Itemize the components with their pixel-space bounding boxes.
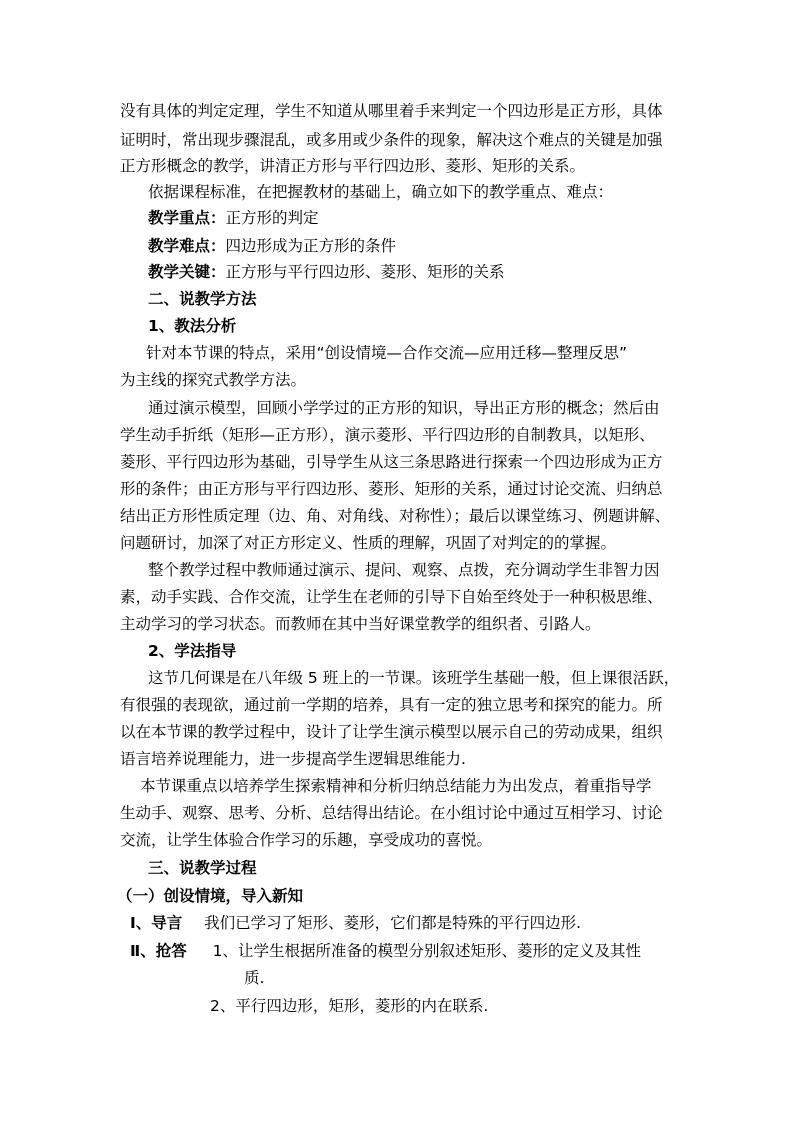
paragraph-line: 生动手、观察、思考、分析、总结得出结论。在小组讨论中通过互相学习、讨论 xyxy=(120,804,663,822)
paragraph-line: 没有具体的判定定理，学生不知道从哪里着手来判定一个四边形是正方形，具体 xyxy=(120,102,663,120)
quick-answer-item-1: 1、让学生根据所准备的模型分别叙述矩形、菱形的定义及其性 xyxy=(212,942,641,960)
paragraph-line: 结出正方形性质定理（边、角、对角线、对称性）；最后以课堂练习、例题讲解、 xyxy=(120,507,671,525)
paragraph-line: 交流，让学生体验合作学习的乐趣，享受成功的喜悦。 xyxy=(120,831,493,849)
paragraph-line: 主动学习的学习状态。而教师在其中当好课堂教学的组织者、引路人。 xyxy=(120,615,601,633)
paragraph-line: 菱形、平行四边形为基础，引导学生从这三条思路进行探索一个四边形成为正方 xyxy=(120,453,663,471)
quick-answer-item-1-cont: 质. xyxy=(244,969,265,987)
paragraph-line: 通过演示模型，回顾小学学过的正方形的知识，导出正方形的概念；然后由 xyxy=(148,399,660,417)
paragraph-line: 素，动手实践、合作交流，让学生在老师的引导下自始至终处于一种积极思维、 xyxy=(120,588,663,606)
key-point-label: 教学重点： xyxy=(148,209,226,227)
quick-answer-label: Ⅱ、抢答 xyxy=(130,942,187,960)
section-heading: 三、说教学过程 xyxy=(148,859,257,877)
paragraph-line: 学生动手折纸（矩形—正方形），演示菱形、平行四边形的自制教具，以矩形、 xyxy=(120,426,655,444)
intro-text: 我们已学习了矩形、菱形，它们都是特殊的平行四边形. xyxy=(204,914,582,932)
paragraph-line: 证明时，常出现步骤混乱，或多用或少条件的现象，解决这个难点的关键是加强 xyxy=(120,131,663,149)
intro-line xyxy=(130,913,581,933)
paragraph-line: 正方形概念的教学，讲清正方形与平行四边形、菱形、矩形的关系。 xyxy=(120,157,586,175)
paragraph-line: 本节课重点以培养学生探索精神和分析归纳总结能力为出发点，着重指导学 xyxy=(140,777,652,795)
paragraph-line: 问题研讨，加深了对正方形定义、性质的理解，巩固了对判定的的掌握。 xyxy=(120,534,617,552)
paragraph-line: 有很强的表现欲，通过前一学期的培养，具有一定的独立思考和探究的能力。所 xyxy=(120,696,663,714)
difficulty-label: 教学难点： xyxy=(148,237,226,255)
crux-line xyxy=(148,262,505,282)
difficulty-text: 四边形成为正方形的条件 xyxy=(225,237,397,255)
quick-answer-line xyxy=(130,941,641,961)
paragraph-line: 形的条件；由正方形与平行四边形、菱形、矩形的关系，通过讨论交流、归纳总 xyxy=(120,480,663,498)
intro-label: Ⅰ、导言 xyxy=(130,914,183,932)
difficulty-line xyxy=(148,236,396,256)
subsection-heading: 2、学法指导 xyxy=(148,642,237,660)
subsection-heading: （一）创设情境，导入新知 xyxy=(117,887,304,905)
paragraph-line: 整个教学过程中教师通过演示、提问、观察、点拨，充分调动学生非智力因 xyxy=(148,561,660,579)
paragraph-line: 这节几何课是在八年级 5 班上的一节课。该班学生基础一般，但上课很活跃， xyxy=(148,669,680,687)
crux-text: 正方形与平行四边形、菱形、矩形的关系 xyxy=(225,263,505,281)
crux-label: 教学关键： xyxy=(148,263,226,281)
paragraph-line: 以在本节课的教学过程中，设计了让学生演示模型以展示自己的劳动成果，组织 xyxy=(120,723,663,741)
subsection-heading: 1、教法分析 xyxy=(148,317,237,335)
quick-answer-item-2: 2、平行四边形，矩形，菱形的内在联系. xyxy=(210,997,489,1015)
paragraph-line: 语言培养说理能力，进一步提高学生逻辑思维能力. xyxy=(120,750,466,768)
paragraph-line: 针对本节课的特点，采用“创设情境—合作交流—应用迁移—整理反思” xyxy=(146,344,628,362)
key-point-line xyxy=(148,208,319,228)
paragraph-line: 依据课程标准，在把握教材的基础上，确立如下的教学重点、难点： xyxy=(148,183,614,201)
paragraph-line: 为主线的探究式教学方法。 xyxy=(120,371,307,389)
section-heading: 二、说教学方法 xyxy=(148,290,257,308)
key-point-text: 正方形的判定 xyxy=(225,209,319,227)
